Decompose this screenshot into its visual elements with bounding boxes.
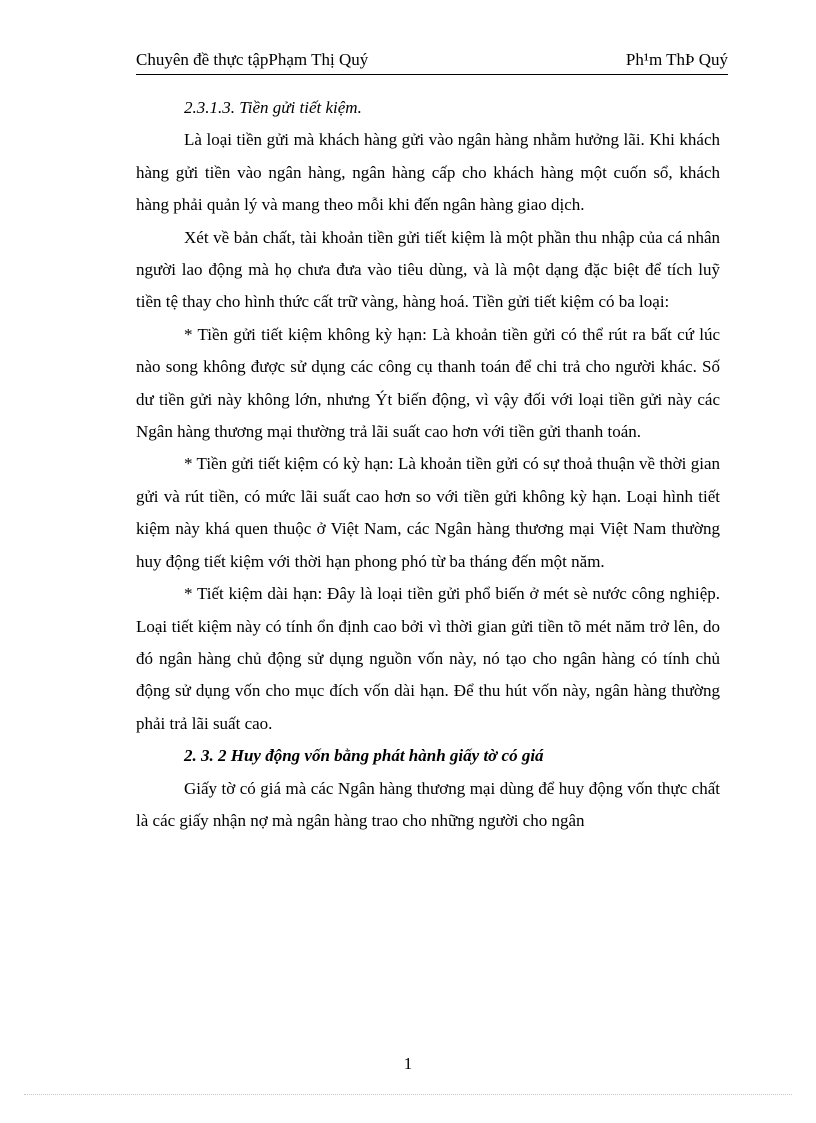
header-author: Ph¹m ThÞ Quý — [625, 50, 728, 69]
page-number: 1 — [403, 1054, 413, 1073]
page-bottom-divider — [24, 1094, 792, 1095]
paragraph-definition: Là loại tiền gửi mà khách hàng gửi vào ngân hàng nhằm hưởng lãi. Khi khách hàng gửi tiền vào ngân hàng, ngân hàng cấp cho khách hàng một cuốn sổ, khách hàng phải quản lý và mang theo mỗi khi đến ngân hàng giao dịch. — [136, 130, 720, 215]
page-header — [136, 46, 728, 75]
paragraph-non-term-savings: * Tiền gửi tiết kiệm không kỳ hạn: Là khoản tiền gửi có thể rút ra bất cứ lúc nào song không được sử dụng các công cụ thanh toán để chi trả cho người khác. Số dư tiền gửi này không lớn, nhưng Ýt biến động, vì vậy đối với loại tiền gửi này các Ngân hàng thương mại thường trả lãi suất cao hơn với tiền gửi thanh toán. — [136, 324, 720, 442]
paragraph-long-term-savings: * Tiết kiệm dài hạn: Đây là loại tiền gửi phổ biến ở mét sè nước công nghiệp. Loại tiết kiệm này có tính ổn định cao bởi vì thời gian gửi tiền tõ mét năm trở lên, do đó ngân hàng chủ động sử dụng nguồn vốn này, nó tạo cho ngân hàng có tính chủ động sử dụng vốn cho mục đích vốn dài hạn. Để thu hút vốn này, ngân hàng thường phải trả lãi suất cao. — [136, 584, 720, 733]
header-title: Chuyên đề thực tậpPhạm Thị Quý — [136, 50, 369, 69]
paragraph-term-savings: * Tiền gửi tiết kiệm có kỳ hạn: Là khoản tiền gửi có sự thoả thuận về thời gian gửi và rút tiền, có mức lãi suất cao hơn so với tiền gửi không kỳ hạn. Loại hình tiết kiệm này khá quen thuộc ở Việt Nam, các Ngân hàng thương mại Việt Nam thường huy động tiết kiệm với thời hạn phong phó từ ba tháng đến một năm. — [136, 454, 720, 571]
document-body — [136, 92, 720, 837]
section-heading-valuable-papers: 2. 3. 2 Huy động vốn bằng phát hành giấy tờ có giá — [184, 746, 544, 766]
section-heading-savings-deposit: 2.3.1.3. Tiền gửi tiết kiệm. — [184, 98, 362, 117]
paragraph-nature: Xét về bản chất, tài khoản tiền gửi tiết kiệm là một phần thu nhập của cá nhân người lao động mà họ chưa đưa vào tiêu dùng, và là một dạng đặc biệt để tích luỹ tiền tệ thay cho hình thức cất trữ vàng, hàng hoá. Tiền gửi tiết kiệm có ba loại: — [136, 227, 720, 312]
paragraph-valuable-papers: Giấy tờ có giá mà các Ngân hàng thương mại dùng để huy động vốn thực chất là các giấy nhận nợ mà ngân hàng trao cho những người cho ngân — [136, 778, 720, 830]
